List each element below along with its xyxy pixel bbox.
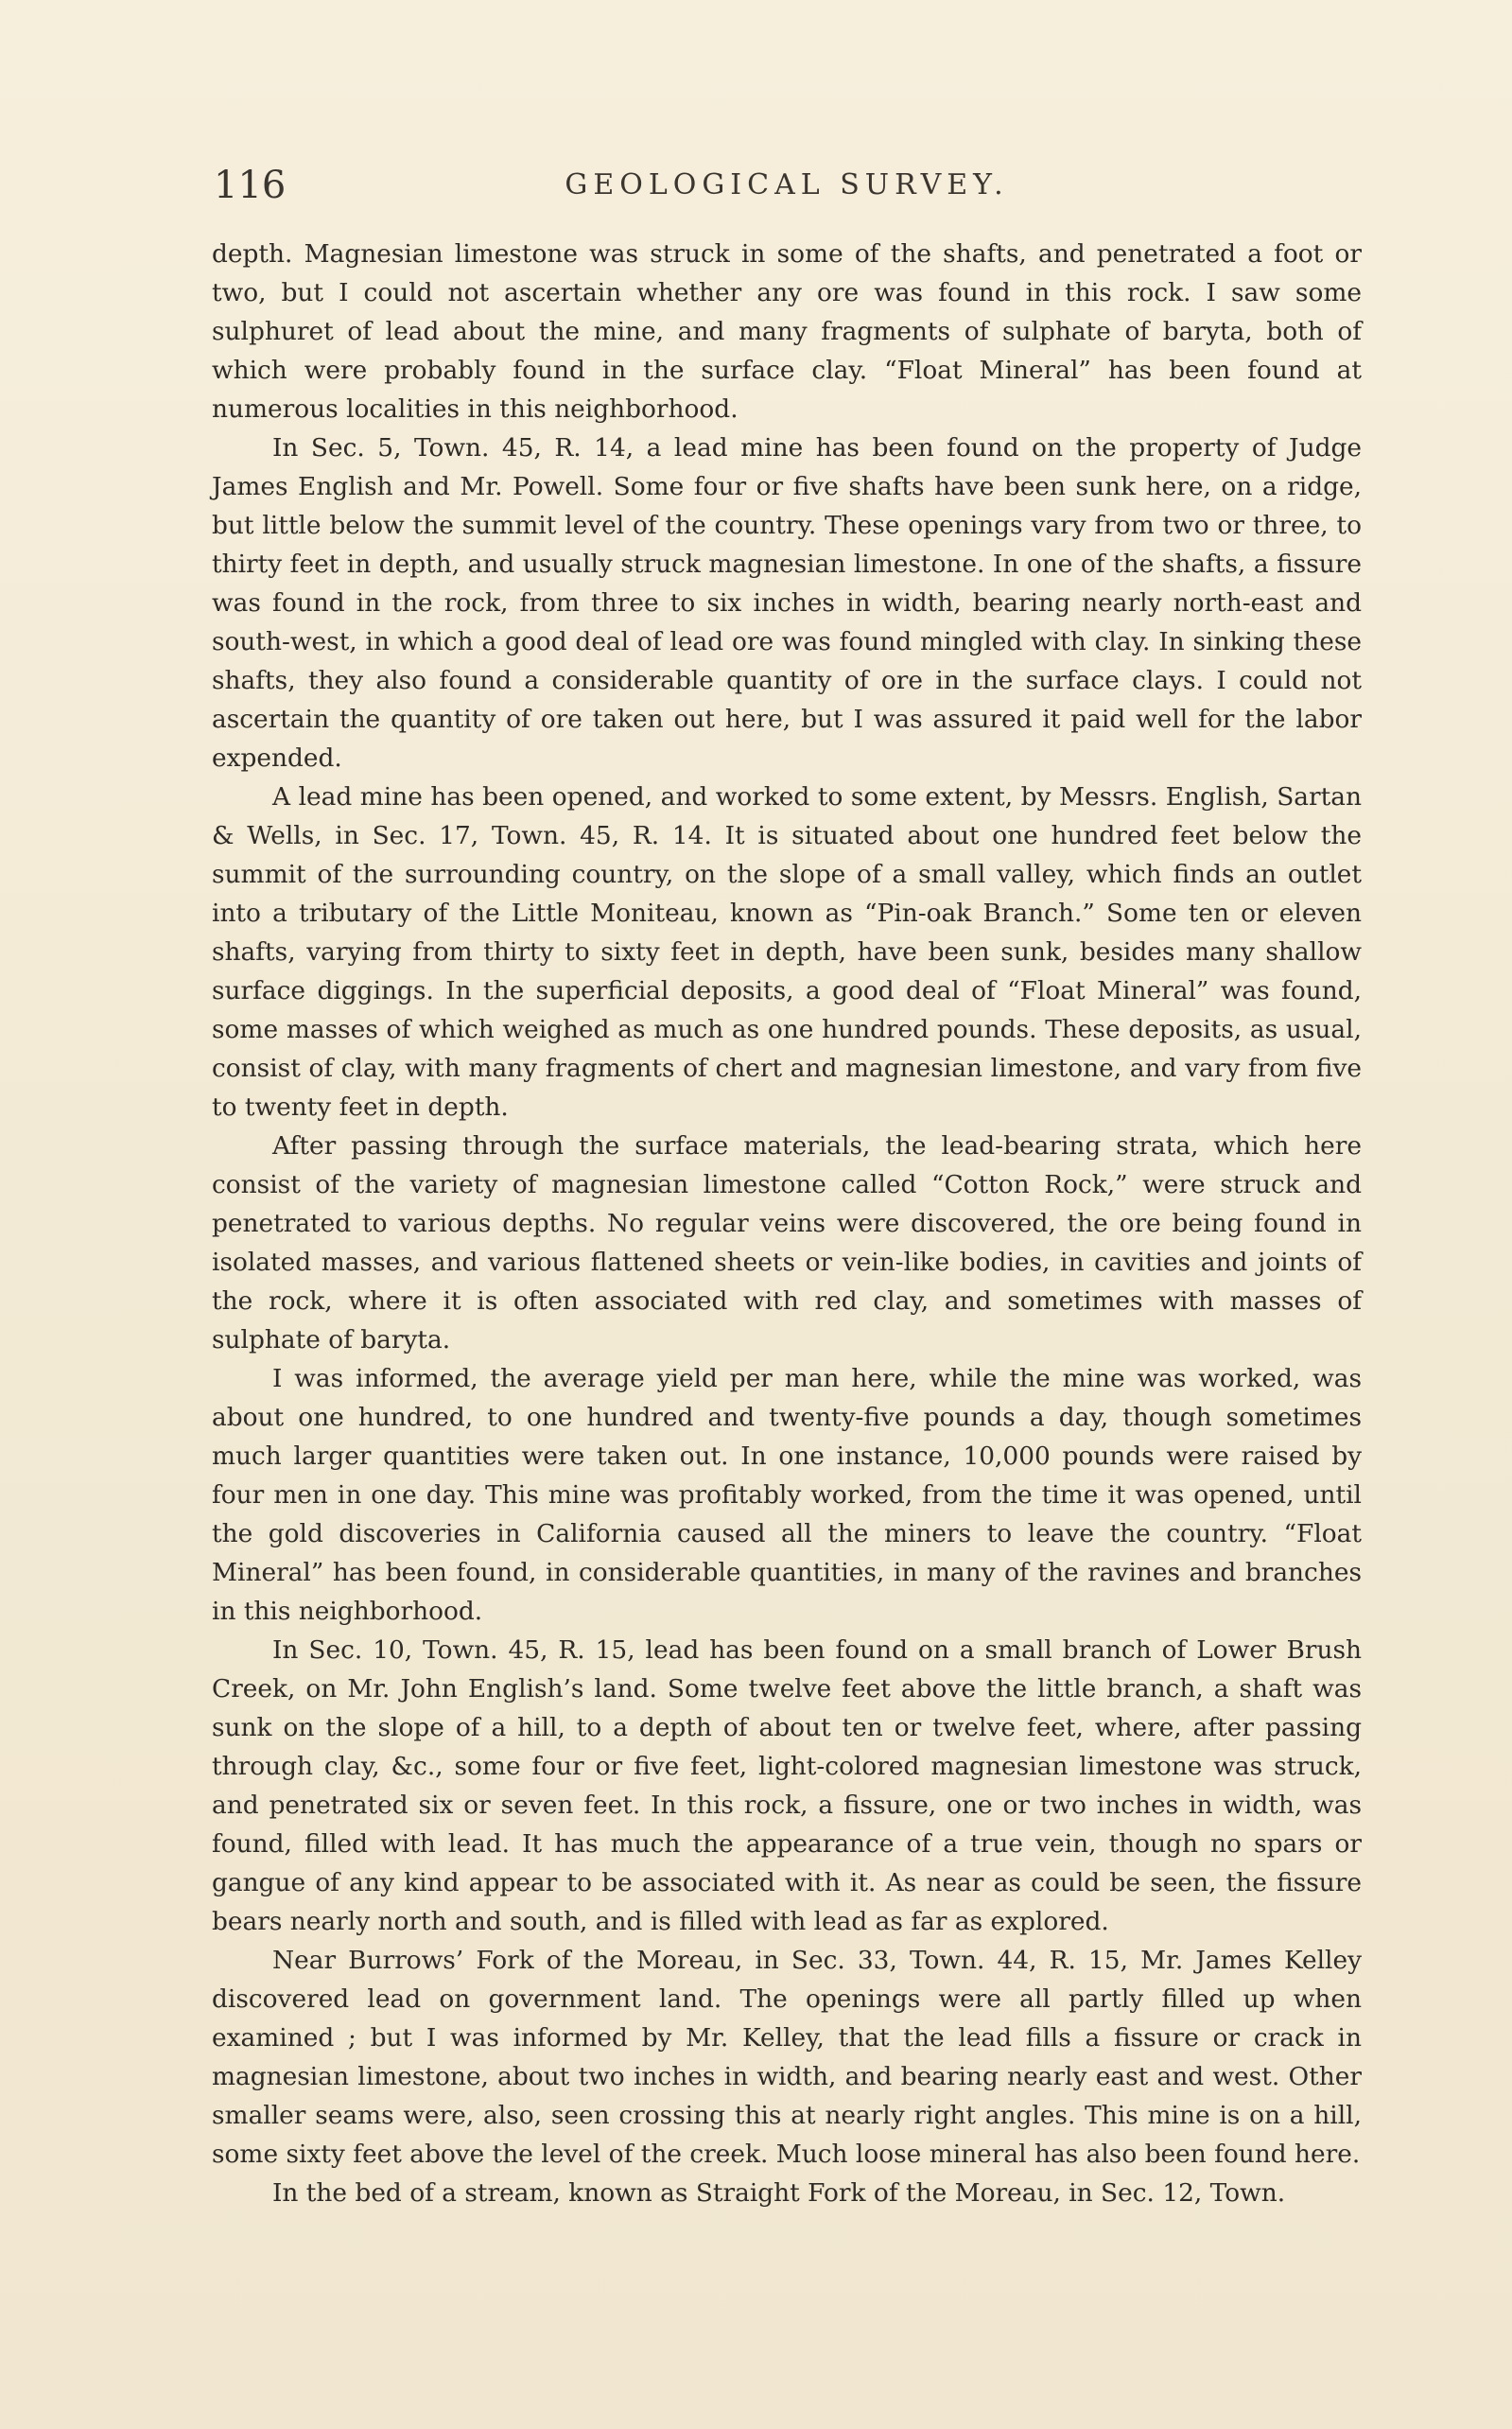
page-header — [214, 159, 1360, 212]
paragraph: depth. Magnesian limestone was struck in some of the shafts, and penetrated a foot or two, but I could not ascertain whether any ore was found in this rock. I saw some sulphuret of lead about the mine, and many fragments of sulphate of baryta, both of which were probably found in the surface clay. “Float Mineral” has been found at numerous localities in this neighborhood. — [212, 239, 1362, 424]
paragraph: In Sec. 5, Town. 45, R. 14, a lead mine has been found on the property of Judge James English and Mr. Powell. Some four or five shafts have been sunk here, on a ridge, but little below the summit level of the country. These openings vary from two or three, to thirty feet in depth, and usually struck magnesian limestone. In one of the shafts, a fissure was found in the rock, from three to six inches in width, bearing nearly north-east and south-west, in which a good deal of lead ore was found mingled with clay. In sinking these shafts, they also found a considerable quantity of ore in the surface clays. I could not ascertain the quantity of ore taken out here, but I was assured it paid well for the labor expended. — [212, 433, 1362, 773]
running-title: GEOLOGICAL SURVEY. — [565, 168, 1009, 201]
paragraph: After passing through the surface materials, the lead-bearing strata, which here consist of the variety of magnesian limestone called “Cotton Rock,” were struck and penetrated to various depths. No regular veins were discovered, the ore being found in isolated masses, and various flattened sheets or vein-like bodies, in cavities and joints of the rock, where it is often associated with red clay, and sometimes with masses of sulphate of baryta. — [212, 1131, 1362, 1354]
paragraph: In Sec. 10, Town. 45, R. 15, lead has been found on a small branch of Lower Brush Creek, on Mr. John English’s land. Some twelve feet above the little branch, a shaft was sunk on the slope of a hill, to a depth of about ten or twelve feet, where, after passing through clay, &c., some four or five feet, light-colored magnesian limestone was struck, and penetrated six or seven feet. In this rock, a fissure, one or two inches in width, was found, filled with lead. It has much the appearance of a true vein, though no spars or gangue of any kind appear to be associated with it. As near as could be seen, the fissure bears nearly north and south, and is filled with lead as far as explored. — [212, 1635, 1362, 1936]
paragraph: I was informed, the average yield per man here, while the mine was worked, was about one hundred, to one hundred and twenty-five pounds a day, though sometimes much larger quantities were taken out. In one instance, 10,000 pounds were raised by four men in one day. This mine was profitably worked, from the time it was opened, until the gold discoveries in California caused all the miners to leave the country. “Float Mineral” has been found, in considerable quantities, in many of the ravines and branches in this neighborhood. — [212, 1364, 1362, 1626]
body-text — [212, 235, 1362, 2212]
page-number: 116 — [214, 164, 287, 207]
paragraph: A lead mine has been opened, and worked to some extent, by Messrs. English, Sartan & Wells, in Sec. 17, Town. 45, R. 14. It is situated about one hundred feet below the summit of the surrounding country, on the slope of a small valley, which finds an outlet into a tributary of the Little Moniteau, known as “Pin-oak Branch.” Some ten or eleven shafts, varying from thirty to sixty feet in depth, have been sunk, besides many shallow surface diggings. In the superficial deposits, a good deal of “Float Mineral” was found, some masses of which weighed as much as one hundred pounds. These deposits, as usual, consist of clay, with many fragments of chert and magnesian limestone, and vary from five to twenty feet in depth. — [212, 782, 1362, 1122]
paragraph: Near Burrows’ Fork of the Moreau, in Sec. 33, Town. 44, R. 15, Mr. James Kelley discovered lead on government land. The openings were all partly filled up when examined ; but I was informed by Mr. Kelley, that the lead fills a fissure or crack in magnesian limestone, about two inches in width, and bearing nearly east and west. Other smaller seams were, also, seen crossing this at nearly right angles. This mine is on a hill, some sixty feet above the level of the creek. Much loose mineral has also been found here. — [212, 1946, 1362, 2169]
paragraph: In the bed of a stream, known as Straight Fork of the Moreau, in Sec. 12, Town. — [272, 2178, 1286, 2208]
